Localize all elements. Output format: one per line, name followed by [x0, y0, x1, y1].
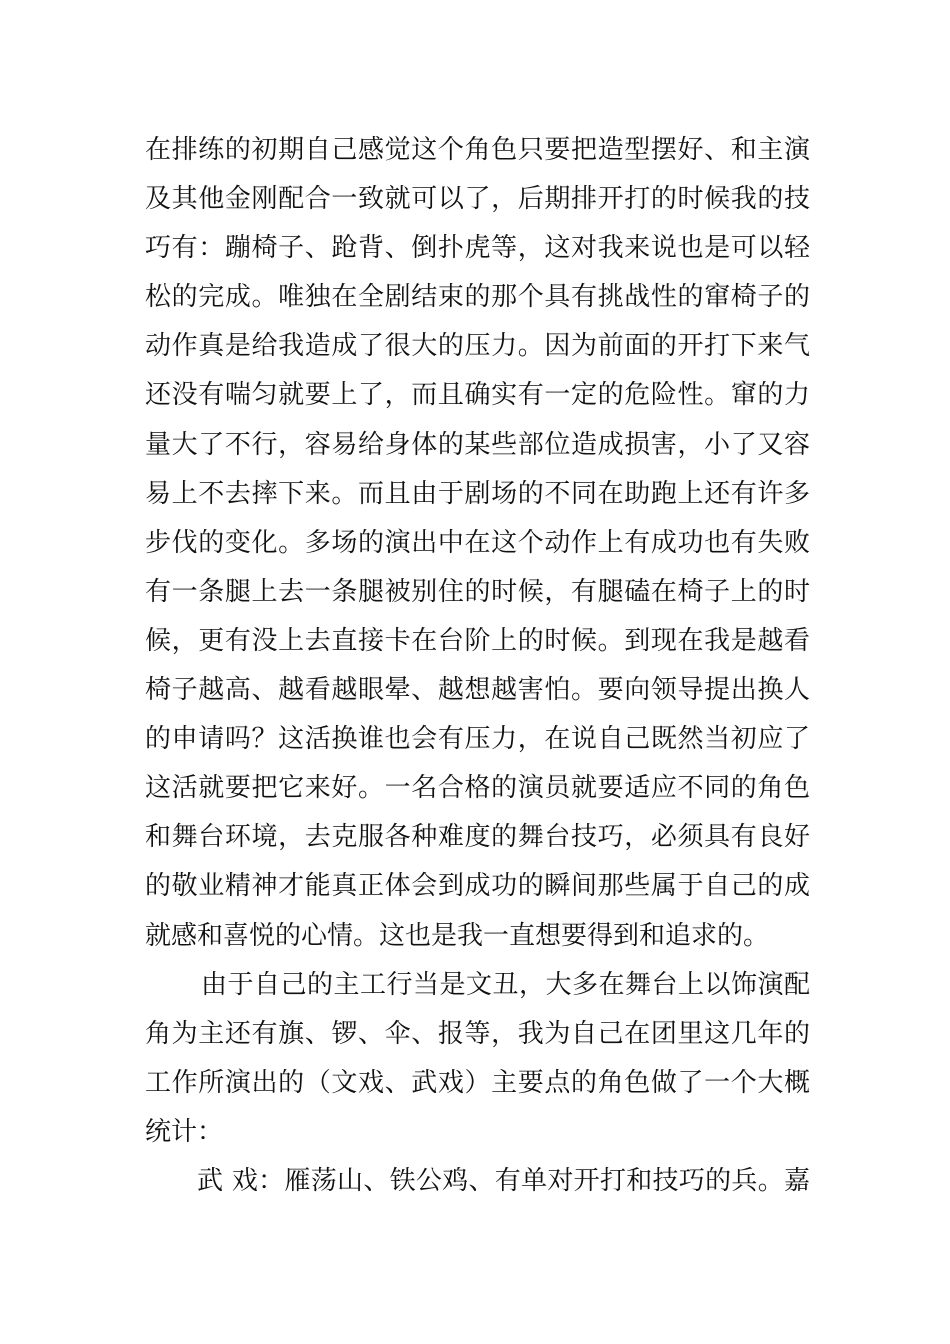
paragraph-1-line-11: 候，更有没上去直接卡在台阶上的时候。到现在我是越看 — [145, 625, 810, 656]
paragraph-2-line-1: 由于自己的主工行当是文丑，大多在舞台上以饰演配 — [201, 969, 810, 1000]
paragraph-1-line-1: 在排练的初期自己感觉这个角色只要把造型摆好、和主演 — [145, 135, 810, 165]
body-text — [145, 126, 810, 1206]
paragraph-1-line-15: 和舞台环境，去克服各种难度的舞台技巧，必须具有良好 — [145, 822, 810, 853]
paragraph-1-line-8: 易上不去摔下来。而且由于剧场的不同在助跑上还有许多 — [145, 478, 810, 509]
paragraph-1-line-10: 有一条腿上去一条腿被别住的时候，有腿磕在椅子上的时 — [145, 576, 810, 607]
paragraph-1-line-17: 就感和喜悦的心情。这也是我一直想要得到和追求的。 — [145, 920, 770, 951]
paragraph-2-line-2: 角为主还有旗、锣、伞、报等，我为自己在团里这几年的 — [145, 1018, 810, 1049]
paragraph-1-line-2: 及其他金刚配合一致就可以了，后期排开打的时候我的技 — [145, 184, 810, 215]
paragraph-1-line-5: 动作真是给我造成了很大的压力。因为前面的开打下来气 — [145, 331, 810, 362]
paragraph-1-line-7: 量大了不行，容易给身体的某些部位造成损害，小了又容 — [145, 429, 810, 460]
paragraph-2-line-3: 工作所演出的（文戏、武戏）主要点的角色做了一个大概 — [145, 1067, 810, 1098]
paragraph-1-line-4: 松的完成。唯独在全剧结束的那个具有挑战性的窜椅子的 — [145, 282, 810, 313]
paragraph-2-line-4: 统计： — [145, 1116, 224, 1147]
paragraph-1-line-16: 的敬业精神才能真正体会到成功的瞬间那些属于自己的成 — [145, 871, 810, 902]
paragraph-1-line-12: 椅子越高、越看越眼晕、越想越害怕。要向领导提出换人 — [145, 675, 810, 706]
paragraph-1-line-13: 的申请吗？这活换谁也会有压力，在说自己既然当初应了 — [145, 724, 810, 755]
paragraph-1-line-14: 这活就要把它来好。一名合格的演员就要适应不同的角色 — [145, 773, 810, 804]
paragraph-1-line-3: 巧有：蹦椅子、跄背、倒扑虎等，这对我来说也是可以轻 — [145, 233, 810, 264]
paragraph-1-line-9: 步伐的变化。多场的演出中在这个动作上有成功也有失败 — [145, 527, 810, 558]
paragraph-3-line-1: 武 戏：雁荡山、铁公鸡、有单对开打和技巧的兵。嘉 — [197, 1165, 810, 1196]
paragraph-1-line-6: 还没有喘匀就要上了，而且确实有一定的危险性。窜的力 — [145, 380, 810, 411]
